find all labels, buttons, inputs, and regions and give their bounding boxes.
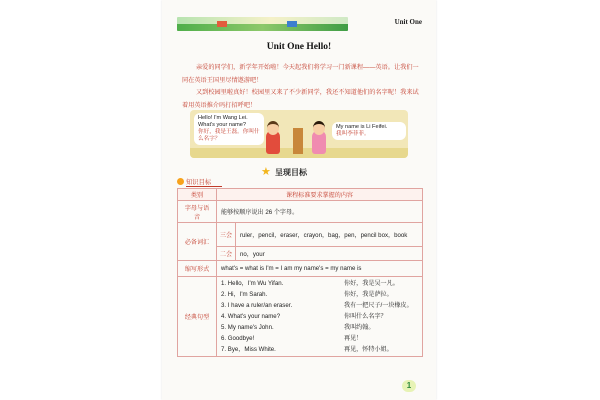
section-heading-text: 呈现目标 xyxy=(275,168,307,177)
bubble-left-chinese: 你好，我是王磊。你叫什么名字？ xyxy=(198,129,260,142)
sentence-item xyxy=(221,344,418,355)
unit-label: Unit One xyxy=(394,18,422,26)
table-header-row xyxy=(178,189,423,201)
school-gate xyxy=(293,128,303,154)
sentence-item xyxy=(221,322,418,333)
page-number: 1 xyxy=(402,380,416,392)
bubble-left-english: Hello! I'm Wang Lei. What's your name? xyxy=(198,115,248,128)
boy-figure xyxy=(266,130,280,154)
sentence-english: 1. Hello，I'm Wu Yifan. xyxy=(221,280,284,287)
row-category: 经典句型 xyxy=(178,277,217,357)
sentence-item xyxy=(221,300,418,311)
sentence-english: 2. Hi，I'm Sarah. xyxy=(221,291,268,298)
sentence-item xyxy=(221,278,418,289)
bubble-right-english: My name is Li Feifei. xyxy=(336,124,388,130)
objectives-table xyxy=(177,188,423,357)
bubble-right-chinese: 我叫李菲菲。 xyxy=(336,131,370,137)
section-heading xyxy=(261,166,351,180)
speech-bubble-right xyxy=(332,122,406,140)
page-title: Unit One Hello! xyxy=(266,42,332,52)
row-category: 必备词汇 xyxy=(178,223,217,261)
row-category: 缩写形式 xyxy=(178,261,217,277)
row-content: ruler，pencil，eraser，crayon，bag，pen，pencil box，book xyxy=(236,223,423,247)
sentence-chinese: 你叫什么名字？ xyxy=(344,313,387,320)
sentence-english: 7. Bye，Miss White. xyxy=(221,346,276,353)
sentence-english: 5. My name's John. xyxy=(221,324,274,331)
table-row xyxy=(178,201,423,223)
table-row xyxy=(178,223,423,247)
header-banner-illustration xyxy=(177,17,348,31)
row-content: what's = what is I'm = I am my name's = my name is xyxy=(217,261,423,277)
table-header-category: 类别 xyxy=(178,189,217,201)
row-content: 能够按顺序说出 26 个字母。 xyxy=(217,201,423,223)
table-row xyxy=(178,261,423,277)
sentence-chinese: 再见，怀特小姐。 xyxy=(344,346,393,353)
speech-bubble-left xyxy=(194,113,264,145)
book-page xyxy=(162,0,436,400)
intro-text xyxy=(182,62,420,112)
banner-house xyxy=(287,21,297,27)
sentence-english: 6. Goodbye! xyxy=(221,335,255,342)
sentence-english: 4. What's your name? xyxy=(221,313,281,320)
greeting-illustration xyxy=(190,110,408,158)
girl-figure xyxy=(312,130,326,154)
bulb-icon xyxy=(177,178,184,185)
intro-paragraph: 又到校园里啦真好！校园里又来了不少新同学，我还不知道他们的名字呢！我来试着用英语推介吗打招呼吧！ xyxy=(182,89,419,109)
row-content: no，your xyxy=(236,247,423,261)
sentence-chinese: 你好，我是萨拉。 xyxy=(344,291,393,298)
sentence-chinese: 你好，我是吴一凡。 xyxy=(344,280,399,287)
sentence-chinese: 我有一把尺子/一块橡皮。 xyxy=(344,302,413,309)
table-header-content: 课程标准要求掌握的内容 xyxy=(217,189,423,201)
sentence-chinese: 我叫约翰。 xyxy=(344,324,375,331)
row-category: 字母与语音 xyxy=(178,201,217,223)
row-subcategory: 二会 xyxy=(217,247,236,261)
table-row xyxy=(178,277,423,357)
sentence-item xyxy=(221,333,418,344)
intro-paragraph: 亲爱的同学们，新学年开始啦！今天起我们将学习一门新课程——英语。让我们一同在英语王国里尽情遨游吧！ xyxy=(182,64,419,84)
sub-heading xyxy=(177,177,237,188)
sentence-chinese: 再见！ xyxy=(344,335,363,342)
sentence-list xyxy=(217,277,423,357)
row-subcategory: 三会 xyxy=(217,223,236,247)
sub-heading-underline xyxy=(186,186,222,187)
banner-hills xyxy=(177,24,348,31)
sentence-english: 3. I have a ruler/an eraser. xyxy=(221,302,293,309)
sentence-item xyxy=(221,289,418,300)
sentence-item xyxy=(221,311,418,322)
sub-heading-text: 知识目标 xyxy=(186,179,212,186)
banner-house xyxy=(217,21,227,27)
star-icon: ★ xyxy=(261,166,271,178)
